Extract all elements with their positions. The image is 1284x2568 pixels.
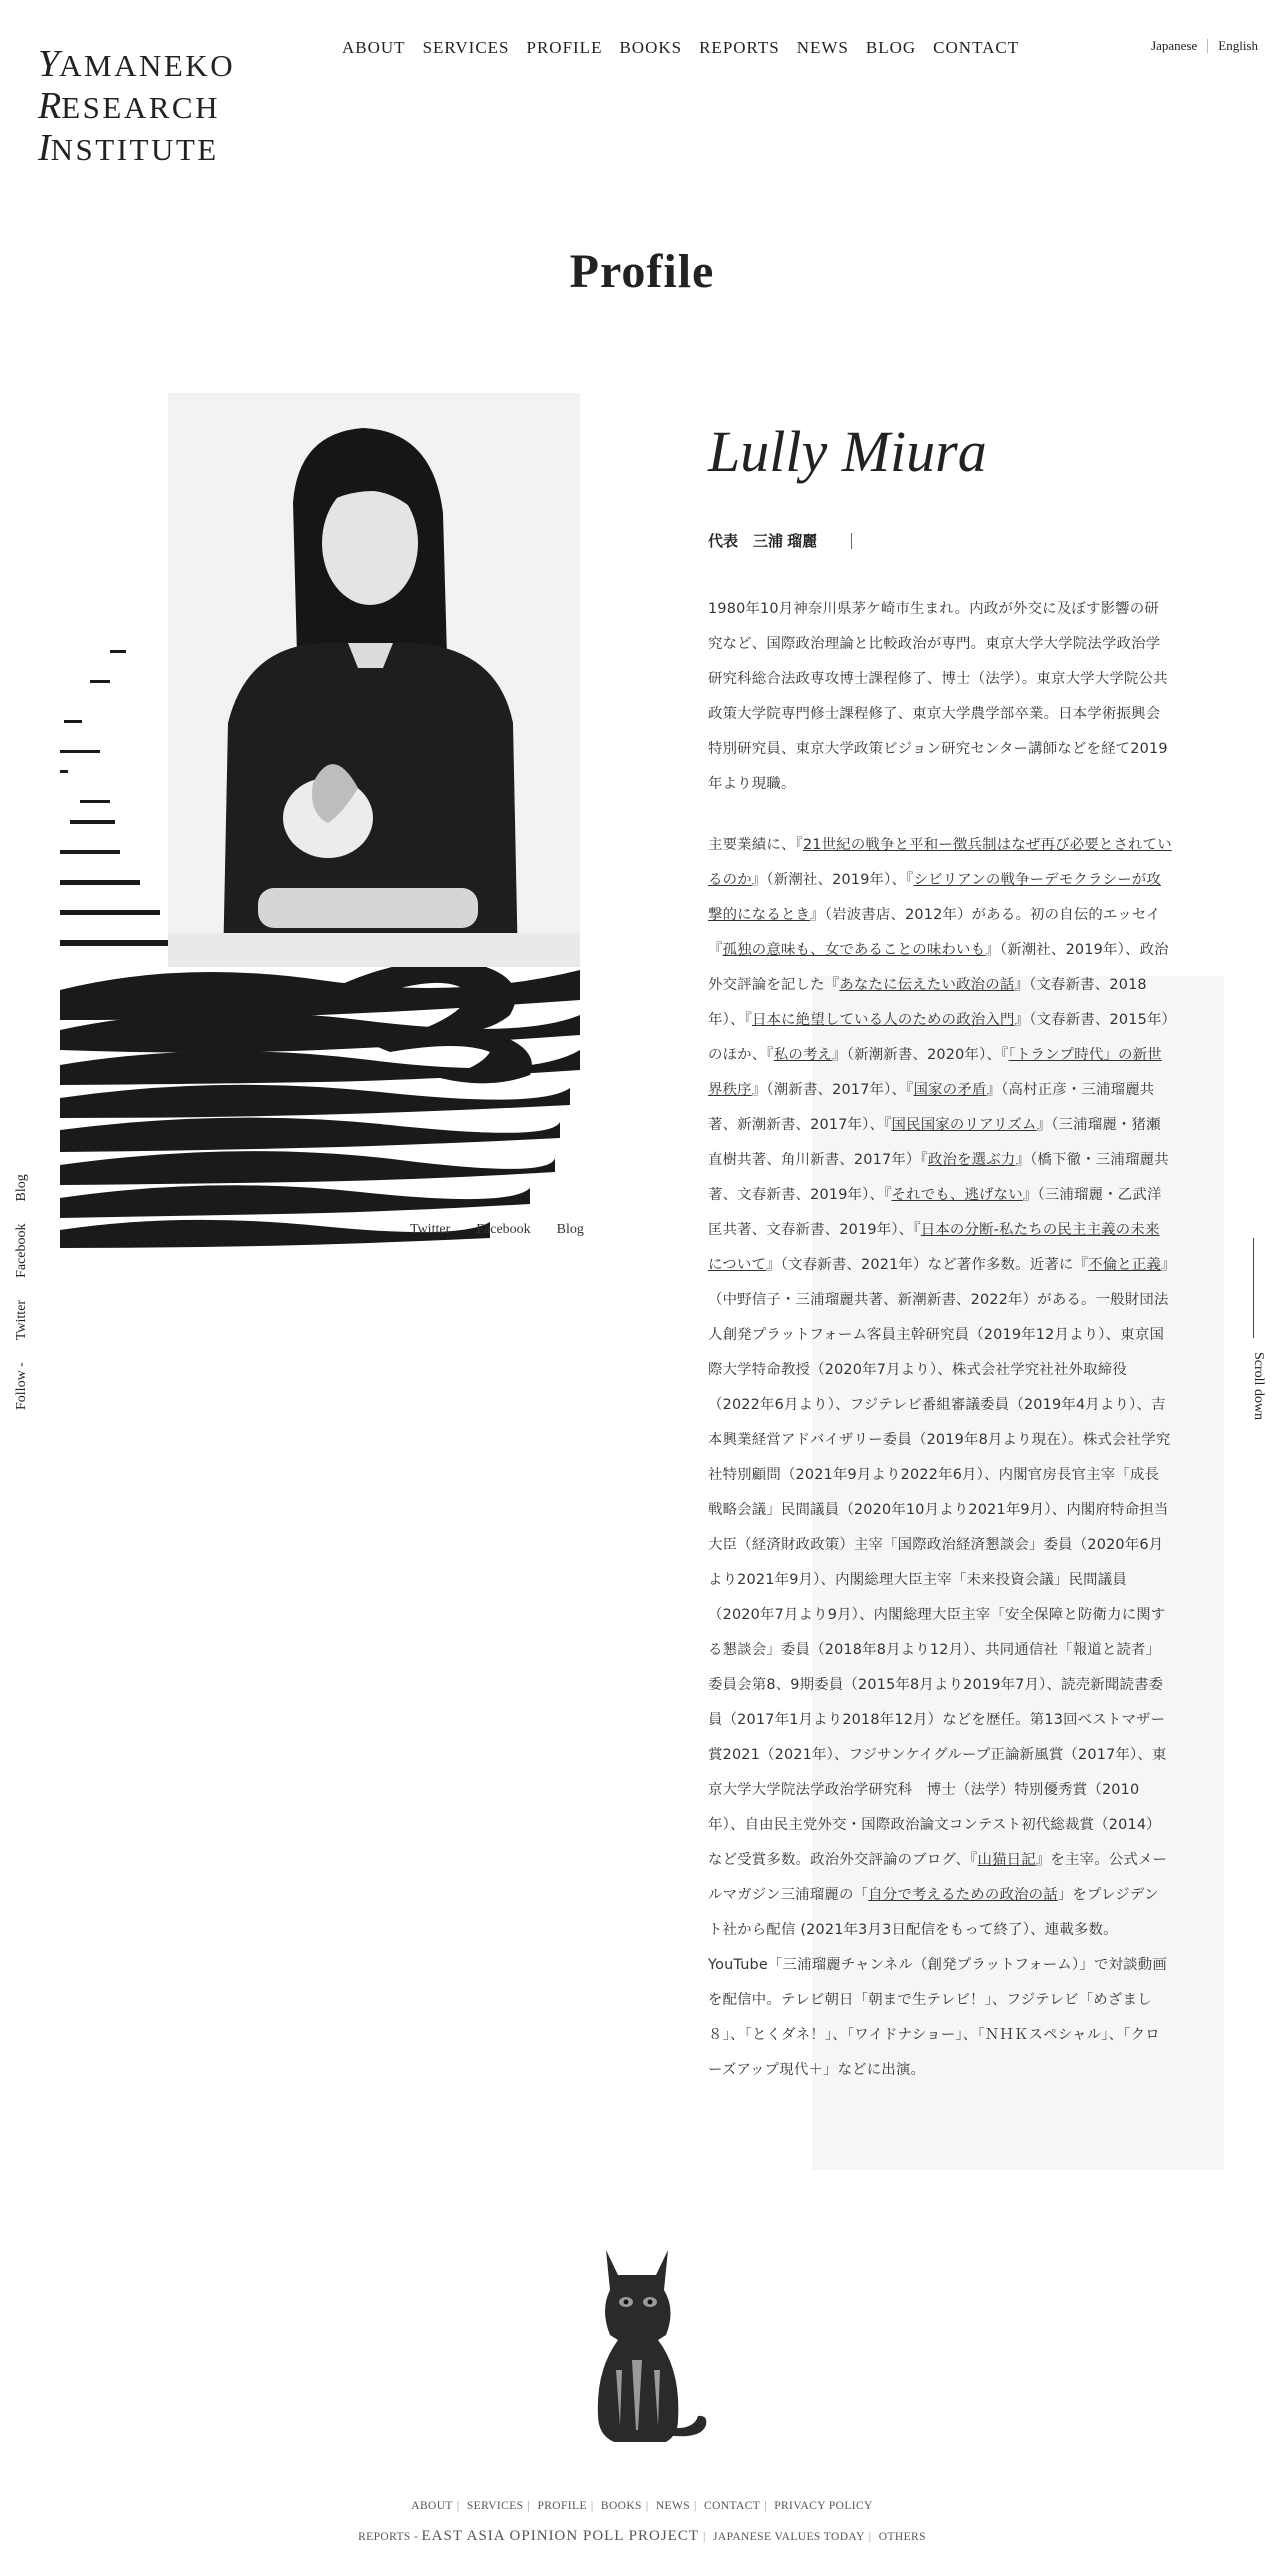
profile-photo bbox=[168, 393, 580, 967]
language-switcher bbox=[1151, 38, 1258, 54]
cat-illustration bbox=[566, 2230, 716, 2450]
works-text: 』（高村正彦・三浦瑠麗共著、新潮新書、2017年）、『 bbox=[708, 1082, 1155, 1133]
profile-role-text: 代表 三浦 瑠麗 bbox=[708, 533, 818, 550]
footer-about[interactable]: ABOUT bbox=[411, 2500, 453, 2512]
nav-news[interactable]: NEWS bbox=[796, 38, 849, 57]
footer-sep: | bbox=[694, 2500, 697, 2512]
work-title-link[interactable]: それでも、逃げない bbox=[891, 1187, 1023, 1203]
nav-profile[interactable]: PROFILE bbox=[526, 38, 603, 57]
role-divider bbox=[851, 533, 852, 549]
work-title-link[interactable]: 不倫と正義 bbox=[1088, 1257, 1162, 1273]
nav-services[interactable]: SERVICES bbox=[422, 38, 510, 57]
logo-line-2: RESEARCH bbox=[38, 85, 220, 127]
footer-books[interactable]: BOOKS bbox=[600, 2500, 642, 2512]
work-title-link[interactable]: 私の考え bbox=[773, 1047, 833, 1063]
photo-facebook-link[interactable]: Facebook bbox=[476, 1222, 531, 1237]
logo-text-3: NSTITUTE bbox=[50, 132, 219, 167]
follow-label: Follow - bbox=[14, 1362, 29, 1410]
footer-sep: | bbox=[645, 2500, 649, 2512]
scroll-down-label: Scroll down bbox=[1251, 1352, 1266, 1421]
lang-japanese[interactable]: Japanese bbox=[1151, 38, 1198, 53]
nav-books[interactable]: BOOKS bbox=[619, 38, 683, 57]
footer-links bbox=[0, 2500, 1284, 2512]
photo-blog-link[interactable]: Blog bbox=[556, 1222, 584, 1237]
works-paragraph bbox=[708, 828, 1172, 2088]
works-text: 』（文春新書、2021年）など著作多数。近著に『 bbox=[766, 1257, 1089, 1273]
profile-name: Lully Miura bbox=[708, 419, 987, 484]
footer-sep: | bbox=[703, 2531, 706, 2543]
scroll-indicator-line bbox=[1253, 1238, 1254, 1338]
footer-contact[interactable]: CONTACT bbox=[704, 2500, 761, 2512]
footer-east-asia-poll[interactable]: EAST ASIA OPINION POLL PROJECT bbox=[421, 2528, 700, 2544]
portrait-illustration bbox=[168, 393, 580, 967]
work-title-link[interactable]: 日本に絶望している人のための政治入門 bbox=[751, 1012, 1015, 1028]
footer-privacy-policy[interactable]: PRIVACY POLICY bbox=[774, 2500, 873, 2512]
follow-facebook-link[interactable]: Facebook bbox=[14, 1223, 29, 1278]
lang-english[interactable]: English bbox=[1218, 38, 1258, 53]
bio-paragraph: 1980年10月神奈川県茅ケ崎市生まれ。内政が外交に及ぼす影響の研究など、国際政治理論と比較政治が専門。東京大学大学院法学政治学研究科総合法政専攻博士課程修了、博士（法学）。東京大学大学院公共政策大学院専門修士課程修了、東京大学農学部卒業。日本学術振興会特別研究員、東京大学政策ビジョン研究センター講師などを経て2019年より現職。 bbox=[708, 601, 1168, 792]
work-title-link[interactable]: 孤独の意味も、女であることの味わいも bbox=[722, 942, 986, 958]
nav-blog[interactable]: BLOG bbox=[865, 38, 917, 57]
footer-sep: | bbox=[868, 2531, 872, 2543]
work-title-link[interactable]: 21世紀の戦争と平和ー徴兵制はなぜ再び必要とされているのか bbox=[708, 837, 1172, 888]
logo-text-2: ESEARCH bbox=[61, 90, 220, 125]
logo-line-3: INSTITUTE bbox=[38, 127, 219, 169]
work-title-link[interactable]: 自分で考えるための政治の話 bbox=[868, 1887, 1058, 1903]
footer-japanese-values[interactable]: JAPANESE VALUES TODAY bbox=[713, 2531, 865, 2543]
logo-line-1: YAMANEKO bbox=[38, 43, 236, 85]
works-text: 」をプレジデント社から配信 (2021年3月3日配信をもって終了）、連載多数。YouTube「三浦瑠麗チャンネル（創発プラットフォーム）」で対談動画を配信中。テレビ朝日「朝まで生テレビ！」、フジテレビ「めざまし８」、「とくダネ！」、「ワイドナショー」、「ＮＨＫスペシャル」、「クローズアップ現代＋」などに出演。 bbox=[708, 1887, 1167, 2078]
footer-reports-label: REPORTS - bbox=[358, 2531, 419, 2543]
profile-bio bbox=[708, 592, 1172, 802]
footer-services[interactable]: SERVICES bbox=[466, 2500, 524, 2512]
work-title-link[interactable]: 日本の分断-私たちの民主主義の未来について bbox=[708, 1222, 1160, 1273]
footer-news[interactable]: NEWS bbox=[655, 2500, 691, 2512]
works-text: 』を主宰。公式メールマガジン三浦瑠麗の「 bbox=[708, 1852, 1168, 1903]
works-text: 』（三浦瑠麗・猪瀬直樹共著、角川新書、2017年）『 bbox=[708, 1117, 1161, 1168]
work-title-link[interactable]: あなたに伝えたい政治の話 bbox=[839, 977, 1015, 993]
nav-about[interactable]: ABOUT bbox=[342, 38, 406, 57]
work-title-link[interactable]: 「トランプ時代」の新世界秩序 bbox=[708, 1047, 1162, 1098]
footer-sep: | bbox=[764, 2500, 767, 2512]
follow-blog-link[interactable]: Blog bbox=[14, 1174, 29, 1202]
footer-others[interactable]: OTHERS bbox=[878, 2531, 926, 2543]
work-title-link[interactable]: 国家の矛盾 bbox=[913, 1082, 987, 1098]
profile-works bbox=[708, 828, 1172, 2088]
page-title: Profile bbox=[569, 245, 715, 299]
work-title-link[interactable]: 国民国家のリアリズム bbox=[891, 1117, 1037, 1133]
works-text: 主要業績に、『 bbox=[708, 837, 803, 853]
footer-reports bbox=[0, 2528, 1284, 2545]
nav-contact[interactable]: CONTACT bbox=[933, 38, 1020, 57]
footer-profile[interactable]: PROFILE bbox=[537, 2500, 587, 2512]
work-title-link[interactable]: シビリアンの戦争ーデモクラシーが攻撃的になるとき bbox=[708, 872, 1161, 923]
works-text: 』（三浦瑠麗・乙武洋匡共著、文春新書、2019年）、『 bbox=[708, 1187, 1162, 1238]
footer-sep: | bbox=[527, 2500, 531, 2512]
works-text: 』（岩波書店、2012年）がある。初の自伝的エッセイ『 bbox=[708, 907, 1161, 958]
work-title-link[interactable]: 政治を選ぶ力 bbox=[927, 1152, 1016, 1168]
work-title-link[interactable]: 山猫日記 bbox=[977, 1852, 1036, 1868]
follow-links-vertical bbox=[14, 1174, 30, 1410]
works-text: 』（潮新書、2017年）、『 bbox=[751, 1082, 914, 1098]
photo-twitter-link[interactable]: Twitter bbox=[410, 1222, 451, 1237]
works-text: 』（新潮社、2019年）、『 bbox=[751, 872, 914, 888]
main-nav bbox=[342, 38, 1036, 58]
nav-reports[interactable]: REPORTS bbox=[699, 38, 780, 57]
works-text: 』（中野信子・三浦瑠麗共著、新潮新書、2022年）がある。一般財団法人創発プラットフォーム客員主幹研究員（2019年12月より）、東京国際大学特命教授（2020年7月より）、株式会社学究社社外取締役（2022年6月より）、フジテレビ番組審議委員（2019年4月より）、吉本興業経営アドバイザリー委員（2019年8月より現在）。株式会社学究社特別顧問（2021年9月より2022年6月）、内閣官房長官主宰「成長戦略会議」民間議員（2020年10月より2021年9月）、内閣府特命担当大臣（経済財政政策）主宰「国際政治経済懇談会」委員（2020年6月より2021年9月）、内閣総理大臣主宰「未来投資会議」民間議員（2020年7月より9月）、内閣総理大臣主宰「安全保障と防衛力に関する懇談会」委員（2018年8月より12月）、共同通信社「報道と読者」委員会第8、9期委員（2015年8月より2019年7月）、読売新聞読書委員（2017年1月より2018年12月）などを歴任。第13回ベストマザー賞2021（2021年）、フジサンケイグループ正論新風賞（2017年）、東京大学大学院法学政治学研究科 博士（法学）特別優秀賞（2010年）、自由民主党外交・国際政治論文コンテスト初代総裁賞（2014）など受賞多数。政治外交評論のブログ、『 bbox=[708, 1257, 1171, 1868]
works-text: 』（文春新書、2015年）のほか、『 bbox=[708, 1012, 1169, 1063]
lang-divider bbox=[1207, 39, 1208, 53]
footer-sep: | bbox=[456, 2500, 460, 2512]
works-text: 』（新潮新書、2020年）、『 bbox=[832, 1047, 1009, 1063]
works-text: 』（文春新書、2018年）、『 bbox=[708, 977, 1147, 1028]
logo-text-1: AMANEKO bbox=[59, 48, 236, 83]
footer-sep: | bbox=[590, 2500, 594, 2512]
follow-twitter-link[interactable]: Twitter bbox=[14, 1299, 29, 1341]
profile-role bbox=[708, 530, 852, 551]
works-text: 』（橋下徹・三浦瑠麗共著、文春新書、2019年）、『 bbox=[708, 1152, 1169, 1203]
photo-social-links bbox=[410, 1222, 584, 1238]
site-logo[interactable] bbox=[38, 44, 235, 170]
works-text: 』（新潮社、2019年）、政治外交評論を記した『 bbox=[708, 942, 1169, 993]
